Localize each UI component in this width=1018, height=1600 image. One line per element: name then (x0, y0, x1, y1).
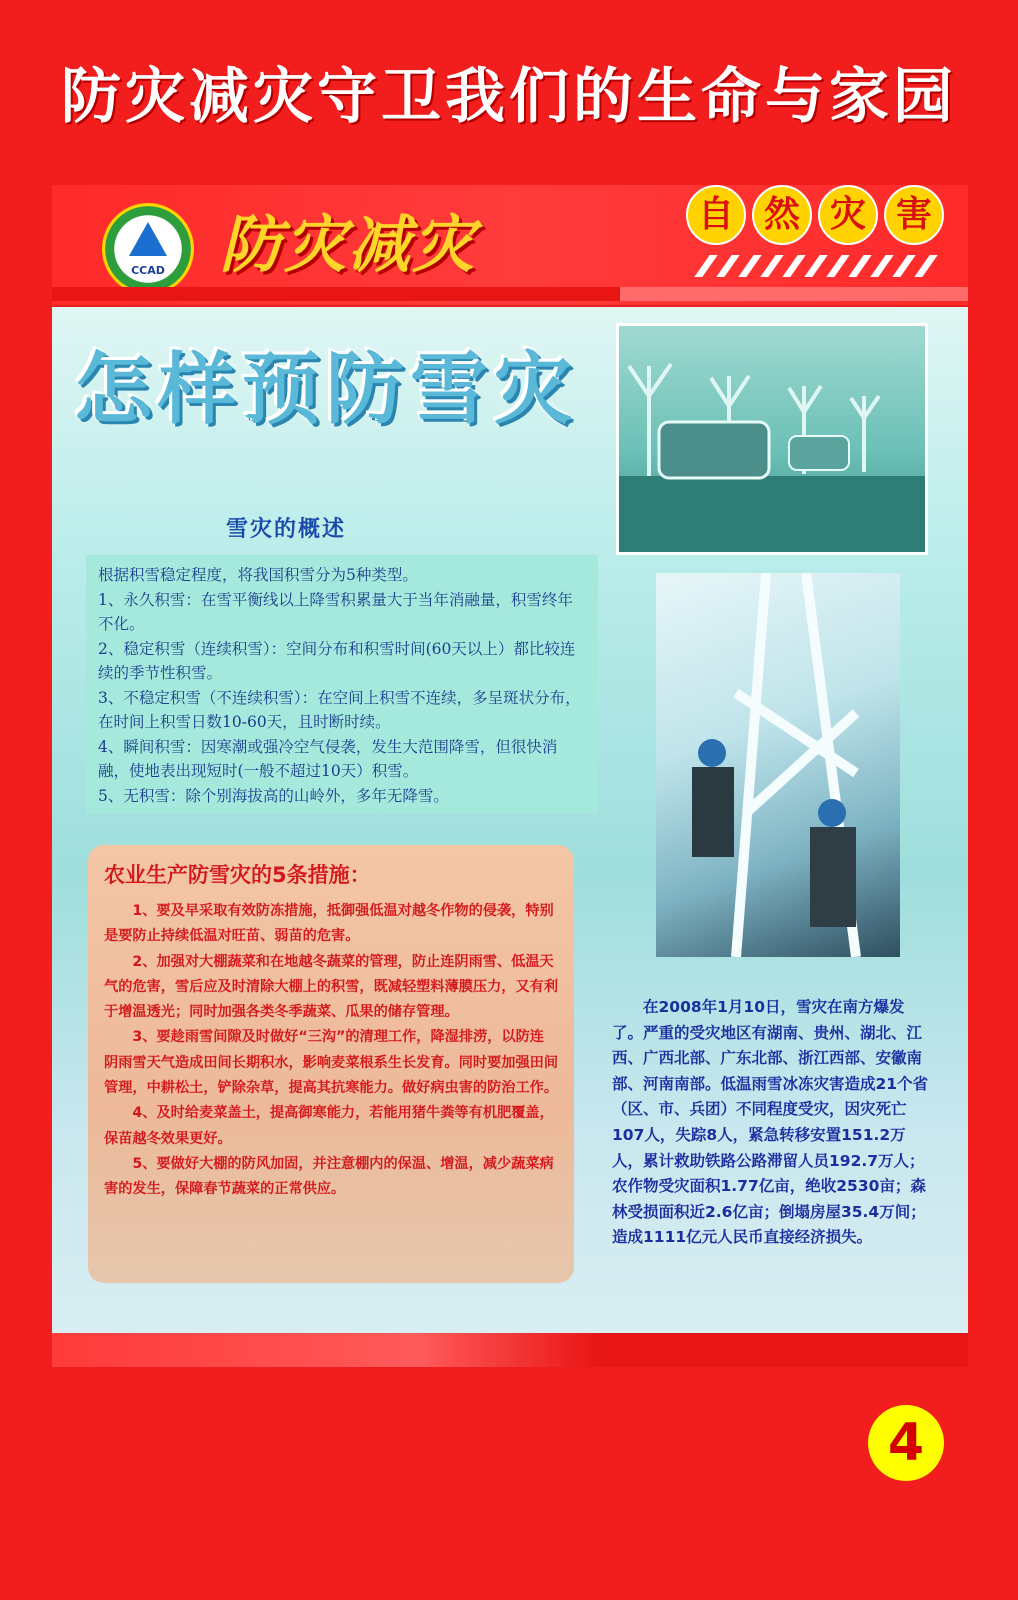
bottom-strip (52, 1333, 968, 1367)
header-divider (52, 287, 968, 301)
overview-title: 雪灾的概述 (226, 517, 347, 542)
agri-measures-box (88, 845, 574, 1283)
page-main-title: 防灾减灾守卫我们的生命与家园 (61, 62, 957, 132)
snow-types-intro: 根据积雪稳定程度，将我国积雪分为5种类型。 (98, 566, 418, 584)
header-band (52, 185, 968, 305)
logo-triangle-icon (129, 222, 167, 256)
category-char: 害 (884, 185, 944, 245)
category-char: 自 (686, 185, 746, 245)
snow-type-item: 5、无积雪：除个别海拔高的山岭外，多年无降雪。 (98, 786, 449, 805)
snow-types-box (86, 555, 598, 813)
ccad-logo (102, 203, 194, 295)
frozen-trees-photo (616, 323, 928, 555)
logo-text: CCAD (131, 264, 165, 277)
brand-title: 防灾减灾 (220, 208, 477, 281)
category-char: 灾 (818, 185, 878, 245)
measure-item: 3、要趁雨雪间隙及时做好“三沟”的清理工作，降湿排涝，以防连阴雨雪天气造成田间长期积水，影响麦菜根系生长发育。同时要加强田间管理，中耕松土，铲除杂草，提高其抗寒能力。做好病虫害的防治工作。 (104, 1029, 559, 1097)
ice-tower-illustration (656, 573, 900, 957)
category-badges (686, 185, 956, 245)
snow-type-item: 1、永久积雪：在雪平衡线以上降雪积累量大于当年消融量，积雪终年不化。 (98, 590, 573, 633)
measure-item: 2、加强对大棚蔬菜和在地越冬蔬菜的管理，防止连阴雨雪、低温天气的危害，雪后应及时清除大棚上的积雪，既减轻塑料薄膜压力，又有利于增温透光；同时加强各类冬季蔬菜、瓜果的储存管理。 (104, 953, 559, 1021)
measure-item: 4、及时给麦菜盖土，提高御寒能力，若能用猪牛粪等有机肥覆盖，保苗越冬效果更好。 (104, 1105, 554, 1147)
page-number: 4 (868, 1405, 944, 1481)
section-title: 怎样预防雪灾 (74, 345, 579, 435)
snow-type-item: 4、瞬间积雪：因寒潮或强冷空气侵袭，发生大范围降雪，但很快消融，使地表出现短时(一般不超过10天）积雪。 (98, 737, 558, 780)
category-char: 然 (752, 185, 812, 245)
measure-item: 5、要做好大棚的防风加固，并注意棚内的保温、增温，减少蔬菜病害的发生，保障春节蔬菜的正常供应。 (104, 1155, 554, 1198)
ice-tower-repair-photo (656, 573, 900, 957)
poster-panel (52, 185, 968, 1370)
snow-type-item: 2、稳定积雪（连续积雪）：空间分布和积雪时间(60天以上）都比较连续的季节性积雪。 (98, 639, 576, 682)
measure-item: 1、要及早采取有效防冻措施，抵御强低温对越冬作物的侵袭，特别是要防止持续低温对旺苗、弱苗的危害。 (104, 903, 554, 945)
measures-title: 农业生产防雪灾的5条措施： (104, 863, 371, 887)
snow-disaster-2008-text: 在2008年1月10日，雪灾在南方爆发了。严重的受灾地区有湖南、贵州、湖北、江西、广西北部、广东北部、浙江西部、安徽南部、河南南部。低温雨雪冰冻灾害造成21个省（区、市、兵团）不同程度受灾，因灾死亡107人，失踪8人，紧急转移安置151.2万人，累计救助铁路公路滞留人员192.7万人；农作物受灾面积1.77亿亩，绝收2530亩；森林受损面积近2.6亿亩；倒塌房屋35.4万间；造成1111亿元人民币直接经济损失。 (612, 998, 929, 1247)
decorative-stripes (702, 255, 958, 277)
frozen-trees-illustration (619, 326, 925, 552)
snow-type-item: 3、不稳定积雪（不连续积雪）：在空间上积雪不连续，多呈斑状分布，在时间上积雪日数10-60天，且时断时续。 (98, 688, 581, 731)
content-area (52, 307, 968, 1337)
